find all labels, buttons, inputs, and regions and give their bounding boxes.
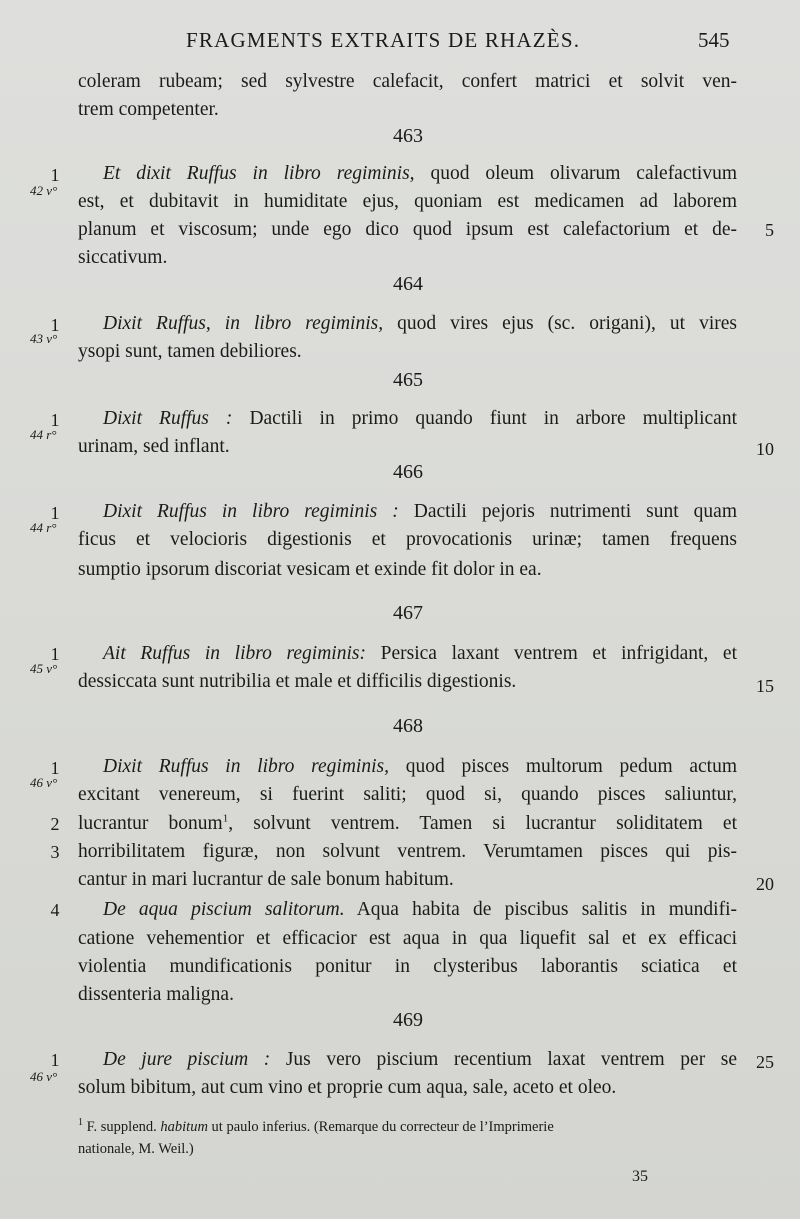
right-line-number: 20 <box>756 874 774 894</box>
text-line: siccativum. <box>78 247 168 268</box>
margin-line-number: 3 <box>50 842 60 862</box>
text-line: coleram rubeam; sed sylvestre calefacit, confert matrici et solvit ven- <box>78 71 737 92</box>
section-lead: Dixit Ruffus : <box>103 408 233 429</box>
text-line: solum bibitum, aut cum vino et proprie cum aqua, sale, aceto et oleo. <box>78 1077 617 1098</box>
text-line: horribilitatem figuræ, non solvunt ventrem. Verumtamen pisces qui pis- <box>78 841 737 862</box>
margin-folio-ref: 44 r° <box>30 520 57 535</box>
margin-line-number: 1 <box>50 315 60 335</box>
footnote-number: 1 <box>78 1117 83 1129</box>
right-line-number: 25 <box>756 1052 774 1072</box>
section-number: 468 <box>393 715 423 737</box>
text-line: Dixit Ruffus in libro regiminis : Dactili pejoris nutrimenti sunt quam <box>103 501 737 522</box>
running-header <box>0 28 800 58</box>
text-line: cantur in mari lucrantur de sale bonum habitum. <box>78 869 454 890</box>
margin-line-number: 1 <box>50 758 60 778</box>
text-line: De aqua piscium salitorum. Aqua habita de piscibus salitis in mundifi- <box>103 899 737 920</box>
text-line: dissenteria maligna. <box>78 984 234 1005</box>
margin-folio-ref: 46 v° <box>30 775 58 790</box>
text-line: sumptio ipsorum discoriat vesicam et exinde fit dolor in ea. <box>78 559 542 580</box>
text-line: lucrantur bonum$^1$, solvunt ventrem. Tamen si lucrantur soliditatem et <box>78 812 737 834</box>
text-line: violentia mundificationis ponitur in clysteribus laborantis sciatica et <box>78 956 737 977</box>
margin-line-number: 2 <box>50 814 60 834</box>
text-line: urinam, sed inflant. <box>78 436 230 457</box>
text-line: catione vehementior et efficacior est aqua in qua liquefit sal et ex efficaci <box>78 928 737 949</box>
page-number: 545 <box>698 28 730 52</box>
margin-folio-ref: 46 v° <box>30 1069 58 1084</box>
margin-line-number: 1 <box>50 644 60 664</box>
text-line: excitant venereum, si fuerint saliti; quod si, quando pisces saliuntur, <box>78 784 737 805</box>
section-lead: Ait Ruffus in libro regiminis: <box>103 643 366 664</box>
margin-line-number: 1 <box>50 1050 60 1070</box>
margin-folio-ref: 45 v° <box>30 661 58 676</box>
text-line: Dixit Ruffus : Dactili in primo quando fiunt in arbore multiplicant <box>103 408 737 429</box>
text-line: Dixit Ruffus, in libro regiminis, quod vires ejus (sc. origani), ut vires <box>103 313 738 334</box>
section-lead: Dixit Ruffus, in libro regiminis, <box>103 313 384 334</box>
margin-folio-ref: 44 r° <box>30 427 57 442</box>
margin-line-number: 4 <box>50 900 60 920</box>
margin-folio-ref: 42 v° <box>30 183 58 198</box>
signature-mark: 35 <box>632 1168 648 1185</box>
text-line: trem competenter. <box>78 99 219 120</box>
text-line: Dixit Ruffus in libro regiminis, quod pisces multorum pedum actum <box>103 756 738 777</box>
section-lead: Dixit Ruffus in libro regiminis : <box>103 501 399 522</box>
section-number: 465 <box>393 369 423 391</box>
text-line: ysopi sunt, tamen debiliores. <box>78 341 302 362</box>
running-title: FRAGMENTS EXTRAITS DE RHAZÈS. <box>186 28 581 52</box>
right-line-number: 15 <box>756 676 774 696</box>
text-line: dessiccata sunt nutribilia et male et difficilis digestionis. <box>78 671 517 692</box>
text-line: Et dixit Ruffus in libro regiminis, quod oleum olivarum calefactivum <box>103 163 737 184</box>
margin-line-number: 1 <box>50 410 60 430</box>
section-number: 464 <box>393 273 423 295</box>
footnote-marker: 1 <box>222 812 229 825</box>
section-lead: Dixit Ruffus in libro regiminis, <box>103 756 389 777</box>
margin-line-number: 1 <box>50 165 60 185</box>
section-number: 467 <box>393 602 423 624</box>
text-line: ficus et velocioris digestionis et provocationis urinæ; tamen frequens <box>78 529 737 550</box>
section-number: 466 <box>393 461 423 483</box>
text-line: planum et viscosum; unde ego dico quod ipsum est calefactorium et de- <box>78 219 737 240</box>
text-line: Ait Ruffus in libro regiminis: Persica laxant ventrem et infrigidant, et <box>103 643 738 664</box>
right-line-number: 10 <box>756 439 774 459</box>
right-line-number: 5 <box>765 220 774 240</box>
margin-folio-ref: 43 v° <box>30 331 58 346</box>
margin-line-number: 1 <box>50 503 60 523</box>
section-lead: De aqua piscium salitorum. <box>103 899 345 920</box>
text-line: De jure piscium : Jus vero piscium recentium laxat ventrem per se <box>103 1049 737 1070</box>
text-line: est, et dubitavit in humiditate ejus, quoniam est medicamen ad laborem <box>78 191 737 212</box>
section-number: 463 <box>393 125 423 147</box>
section-number: 469 <box>393 1009 423 1031</box>
section-lead: De jure piscium : <box>103 1049 271 1070</box>
footnote: $^1$ F. supplend. habitum ut paulo inferius. (Remarque du correcteur de l’Imprimerie nationale, M. Weil.) <box>78 1117 554 1157</box>
section-lead: Et dixit Ruffus in libro regiminis, <box>103 163 415 184</box>
